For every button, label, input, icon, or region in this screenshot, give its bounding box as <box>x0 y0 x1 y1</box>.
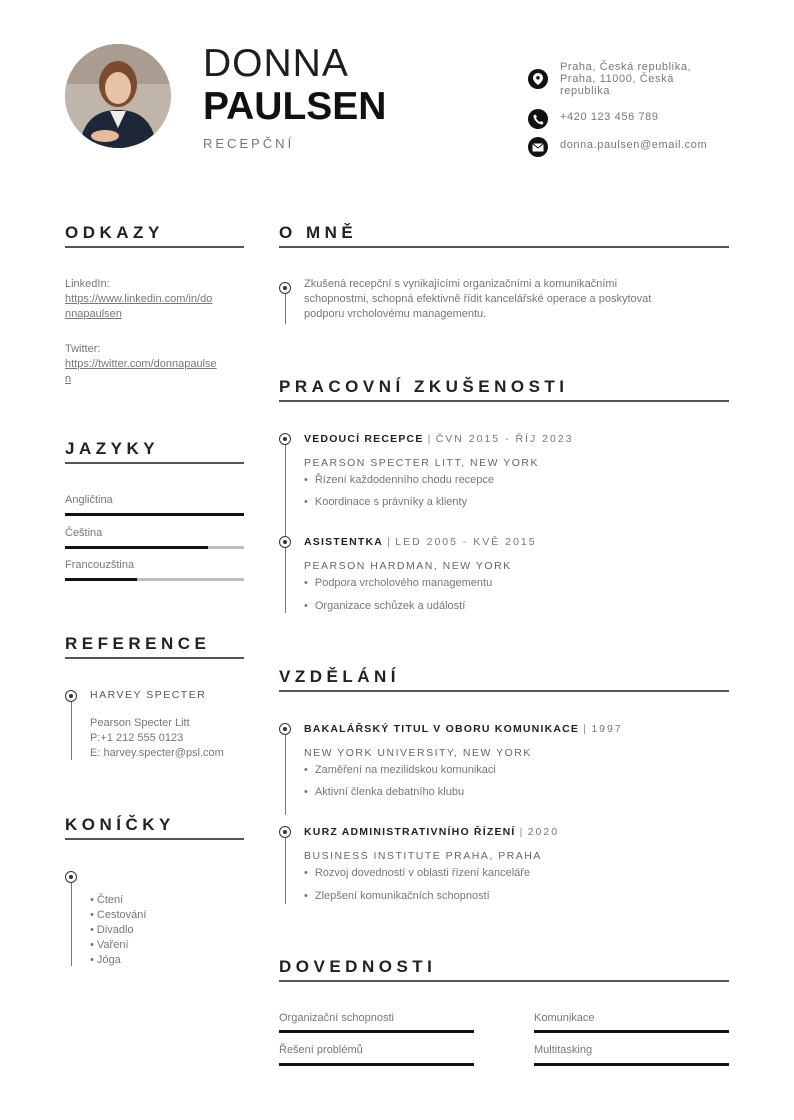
timeline-dot <box>279 826 291 838</box>
about-line: schopnostmi, schopná efektivně řídit kancelářské operace a poskytovat <box>304 293 652 305</box>
language-name: Francouzština <box>65 559 135 571</box>
hobby-item: • Cestování <box>90 909 147 921</box>
contact-phone: +420 123 456 789 <box>560 111 659 123</box>
languages-heading: JAZYKY <box>65 439 160 458</box>
address-line-3: republika <box>560 85 611 97</box>
timeline-line <box>285 838 286 904</box>
hobby-item: • Čtení <box>90 894 124 906</box>
job-bullet: • Koordinace s právníky a klienty <box>304 496 468 508</box>
language-bar-fill <box>65 513 244 516</box>
timeline-line <box>71 702 72 760</box>
skill-name: Komunikace <box>534 1012 595 1024</box>
timeline-line <box>285 294 286 324</box>
skills-divider <box>279 980 729 982</box>
skill-bar <box>279 1030 474 1033</box>
education-header: KURZ ADMINISTRATIVNÍHO ŘÍZENÍ | 2020 <box>304 826 560 838</box>
reference-company: Pearson Specter Litt <box>90 717 190 729</box>
linkedin-label: LinkedIn: <box>65 278 110 290</box>
about-divider <box>279 246 729 248</box>
reference-email: E: harvey.specter@psl.com <box>90 747 224 759</box>
reference-phone: P:+1 212 555 0123 <box>90 732 184 744</box>
skill-bar-fill <box>279 1063 474 1066</box>
skill-bar-fill <box>534 1063 729 1066</box>
job-bullet: • Řízení každodenního chodu recepce <box>304 474 495 486</box>
address-line-2: Praha, 11000, Česká <box>560 73 674 85</box>
education-divider <box>279 690 729 692</box>
contact-address <box>560 61 691 97</box>
linkedin-url-line-1[interactable]: https://www.linkedin.com/in/do <box>65 293 213 305</box>
job-company: PEARSON SPECTER LITT, NEW YORK <box>304 457 540 469</box>
job-bullet-text: Řízení každodenního chodu recepce <box>314 474 495 486</box>
timeline-dot <box>279 433 291 445</box>
language-bar <box>65 513 244 516</box>
language-name: Angličtina <box>65 494 113 506</box>
education-date: 1997 <box>591 723 623 735</box>
education-date: 2020 <box>527 826 560 838</box>
education-bullet: • Zlepšení komunikačních schopností <box>304 890 490 902</box>
location-pin-icon <box>528 69 548 89</box>
reference-name: HARVEY SPECTER <box>90 689 207 701</box>
references-heading: REFERENCE <box>65 634 211 653</box>
profile-photo <box>65 44 171 148</box>
education-degree: BAKALÁŘSKÝ TITUL V OBORU KOMUNIKACE <box>304 723 580 735</box>
skill-bar <box>534 1030 729 1033</box>
timeline-line <box>71 883 72 966</box>
languages-divider <box>65 462 244 464</box>
experience-heading: PRACOVNÍ ZKUŠENOSTI <box>279 377 569 396</box>
hobby-item: • Vaření <box>90 939 129 951</box>
education-school: NEW YORK UNIVERSITY, NEW YORK <box>304 747 532 759</box>
hobbies-list <box>90 893 146 968</box>
timeline-dot <box>65 690 77 702</box>
timeline-dot <box>279 282 291 294</box>
timeline-line <box>285 735 286 815</box>
links-section <box>65 277 245 387</box>
job-date: ČVN 2015 - ŘÍJ 2023 <box>435 433 574 445</box>
hobby-item: • Jóga <box>90 954 121 966</box>
education-bullet: • Zaměření na mezilidskou komunikaci <box>304 764 496 776</box>
address-line-1: Praha, Česká republika, <box>560 61 692 73</box>
timeline-dot <box>279 536 291 548</box>
about-text <box>304 277 729 322</box>
job-role: ASISTENTKA <box>304 536 384 548</box>
education-bullet-text: Aktivní členka debatního klubu <box>314 786 465 798</box>
twitter-link[interactable] <box>65 357 245 387</box>
about-line: podporu vrcholovému managementu. <box>304 308 487 320</box>
timeline-dot <box>65 871 77 883</box>
experience-divider <box>279 400 729 402</box>
education-bullet-text: Rozvoj dovedností v oblasti řízení kanceláře <box>314 867 531 879</box>
job-bullet: • Podpora vrcholového managementu <box>304 577 493 589</box>
skill-name: Multitasking <box>534 1044 593 1056</box>
contact-email: donna.paulsen@email.com <box>560 139 708 151</box>
education-bullet-text: Zlepšení komunikačních schopností <box>314 890 490 902</box>
hobbies-divider <box>65 838 244 840</box>
links-heading: ODKAZY <box>65 223 164 242</box>
references-divider <box>65 657 244 659</box>
job-title: RECEPČNÍ <box>203 136 295 151</box>
linkedin-link[interactable] <box>65 292 245 322</box>
job-bullet-text: Podpora vrcholového managementu <box>314 577 493 589</box>
language-bar <box>65 546 244 549</box>
timeline-dot <box>279 723 291 735</box>
language-name: Čeština <box>65 527 103 539</box>
about-heading: O MNĚ <box>279 223 358 242</box>
job-role: VEDOUCÍ RECEPCE <box>304 433 424 445</box>
hobby-item: • Divadlo <box>90 924 134 936</box>
education-header: BAKALÁŘSKÝ TITUL V OBORU KOMUNIKACE | 1997 <box>304 723 623 735</box>
first-name: DONNA <box>203 42 349 85</box>
skill-bar-fill <box>279 1030 474 1033</box>
job-company: PEARSON HARDMAN, NEW YORK <box>304 560 512 572</box>
job-bullet: • Organizace schůzek a událostí <box>304 600 466 612</box>
education-bullet: • Aktivní členka debatního klubu <box>304 786 465 798</box>
language-bar <box>65 578 244 581</box>
education-bullet: • Rozvoj dovedností v oblasti řízení kanceláře <box>304 867 531 879</box>
language-bar-fill <box>65 546 208 549</box>
skill-bar-fill <box>534 1030 729 1033</box>
about-line: Zkušená recepční s vynikajícími organizačními a komunikačními <box>304 278 618 290</box>
education-degree: KURZ ADMINISTRATIVNÍHO ŘÍZENÍ <box>304 826 516 838</box>
reference-details <box>90 716 224 761</box>
education-bullet-text: Zaměření na mezilidskou komunikaci <box>314 764 496 776</box>
hobbies-heading: KONÍČKY <box>65 815 175 834</box>
education-heading: VZDĚLÁNÍ <box>279 667 400 686</box>
skill-name: Řešení problémů <box>279 1044 363 1056</box>
linkedin-url-line-2[interactable]: nnapaulsen <box>65 308 122 320</box>
job-bullet-text: Koordinace s právníky a klienty <box>314 496 468 508</box>
phone-icon <box>528 109 548 129</box>
job-bullet-text: Organizace schůzek a událostí <box>314 600 466 612</box>
language-bar-fill <box>65 578 137 581</box>
twitter-label: Twitter: <box>65 343 101 355</box>
job-header: VEDOUCÍ RECEPCE | ČVN 2015 - ŘÍJ 2023 <box>304 433 574 445</box>
job-header: ASISTENTKA | LED 2005 - KVĚ 2015 <box>304 536 537 548</box>
job-date: LED 2005 - KVĚ 2015 <box>395 536 537 548</box>
links-divider <box>65 246 244 248</box>
twitter-url-line-2[interactable]: n <box>65 373 72 385</box>
last-name: PAULSEN <box>203 85 387 128</box>
skills-heading: DOVEDNOSTI <box>279 957 437 976</box>
twitter-url-line-1[interactable]: https://twitter.com/donnapaulse <box>65 358 217 370</box>
skill-bar <box>279 1063 474 1066</box>
skill-bar <box>534 1063 729 1066</box>
mail-icon <box>528 137 548 157</box>
skill-name: Organizační schopnosti <box>279 1012 394 1024</box>
timeline-line <box>285 445 286 613</box>
education-school: BUSINESS INSTITUTE PRAHA, PRAHA <box>304 850 542 862</box>
